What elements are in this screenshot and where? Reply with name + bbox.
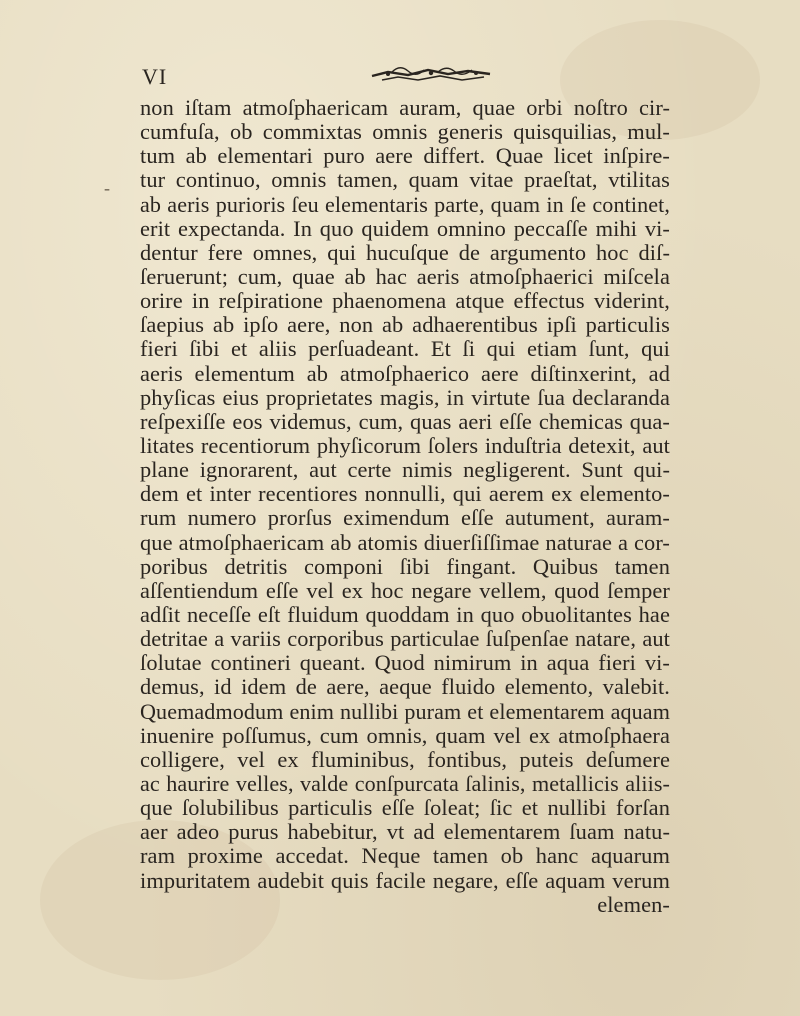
text-line: ram proxime accedat. Neque tamen ob hanc aquarum <box>140 843 670 869</box>
text-line: elemen- <box>597 891 670 917</box>
text-line: detritae a variis corporibus particulae ſuſpenſae natare, aut <box>140 626 670 652</box>
text-line: plane ignorarent, aut certe nimis negligerent. Sunt qui- <box>140 457 670 483</box>
margin-mark: - <box>104 178 110 198</box>
text-line: dem et inter recentiores nonnulli, qui aerem ex elemento- <box>140 481 670 507</box>
text-line: poribus detritis componi ſibi fingant. Quibus tamen <box>140 553 670 579</box>
text-line: impuritatem audebit quis facile negare, eſſe aquam verum <box>140 867 670 893</box>
text-line: ſaepius ab ipſo aere, non ab adhaerentibus ipſi particulis <box>140 312 670 338</box>
text-line: ac haurire velles, valde conſpurcata ſalinis, metallicis aliis- <box>140 770 670 796</box>
body-text <box>140 96 670 917</box>
text-line: dentur fere omnes, qui hucuſque de argumento hoc diſ- <box>140 239 670 265</box>
text-line: rum numero prorſus eximendum eſſe autument, auram- <box>140 505 670 531</box>
text-line: litates recentiorum phyſicorum ſolers induſtria detexit, aut <box>140 432 670 458</box>
page-number: VI <box>142 64 168 89</box>
text-line: orire in reſpiratione phaenomena atque effectus viderint, <box>140 288 670 314</box>
text-line: phyſicas eius proprietates magis, in virtute ſua declaranda <box>140 384 670 410</box>
text-line: reſpexiſſe eos videmus, cum, quas aeri eſſe chemicas qua- <box>140 408 670 434</box>
text-line: erit expectanda. In quo quidem omnino peccaſſe mihi vi- <box>140 215 670 241</box>
text-line: cumfuſa, ob commixtas omnis generis quisquilias, mul- <box>140 119 670 145</box>
text-line: que ſolubilibus particulis eſſe ſoleat; ſic et nullibi forſan <box>140 795 670 821</box>
text-line: aſſentiendum eſſe vel ex hoc negare vellem, quod ſemper <box>140 577 670 603</box>
text-line: adſit neceſſe eſt fluidum quoddam in quo obuolitantes hae <box>140 601 670 627</box>
text-line: ab aeris purioris ſeu elementaris parte, quam in ſe continet, <box>140 191 670 217</box>
text-line: inuenire poſſumus, cum omnis, quam vel ex atmoſphaera <box>140 722 670 748</box>
text-line: non iſtam atmoſphaericam auram, quae orbi noſtro cir- <box>140 95 670 120</box>
printers-ornament-icon <box>368 62 494 86</box>
text-line: Quemadmodum enim nullibi puram et elementarem aquam <box>140 698 670 724</box>
text-line: aer adeo purus habebitur, vt ad elementarem ſuam natu- <box>140 819 670 845</box>
text-line: tum ab elementari puro aere differt. Quae licet inſpire- <box>140 143 670 169</box>
text-line: tur continuo, omnis tamen, quam vitae praeſtat, vtilitas <box>140 167 670 193</box>
text-line: que atmoſphaericam ab atomis diuerſiſſimae naturae a cor- <box>140 529 670 555</box>
text-line: colligere, vel ex fluminibus, fontibus, puteis deſumere <box>140 746 670 772</box>
text-line: ſeruerunt; cum, quae ab hac aeris atmoſphaerici miſcela <box>140 263 670 289</box>
text-line: demus, id idem de aere, aeque fluido elemento, valebit. <box>140 674 670 700</box>
text-line: ſolutae contineri queant. Quod nimirum in aqua fieri vi- <box>140 650 670 676</box>
text-line: aeris elementum ab atmoſphaerico aere diſtinxerint, ad <box>140 360 670 386</box>
text-line: fieri ſibi et aliis perſuadeant. Et ſi qui etiam ſunt, qui <box>140 336 670 362</box>
